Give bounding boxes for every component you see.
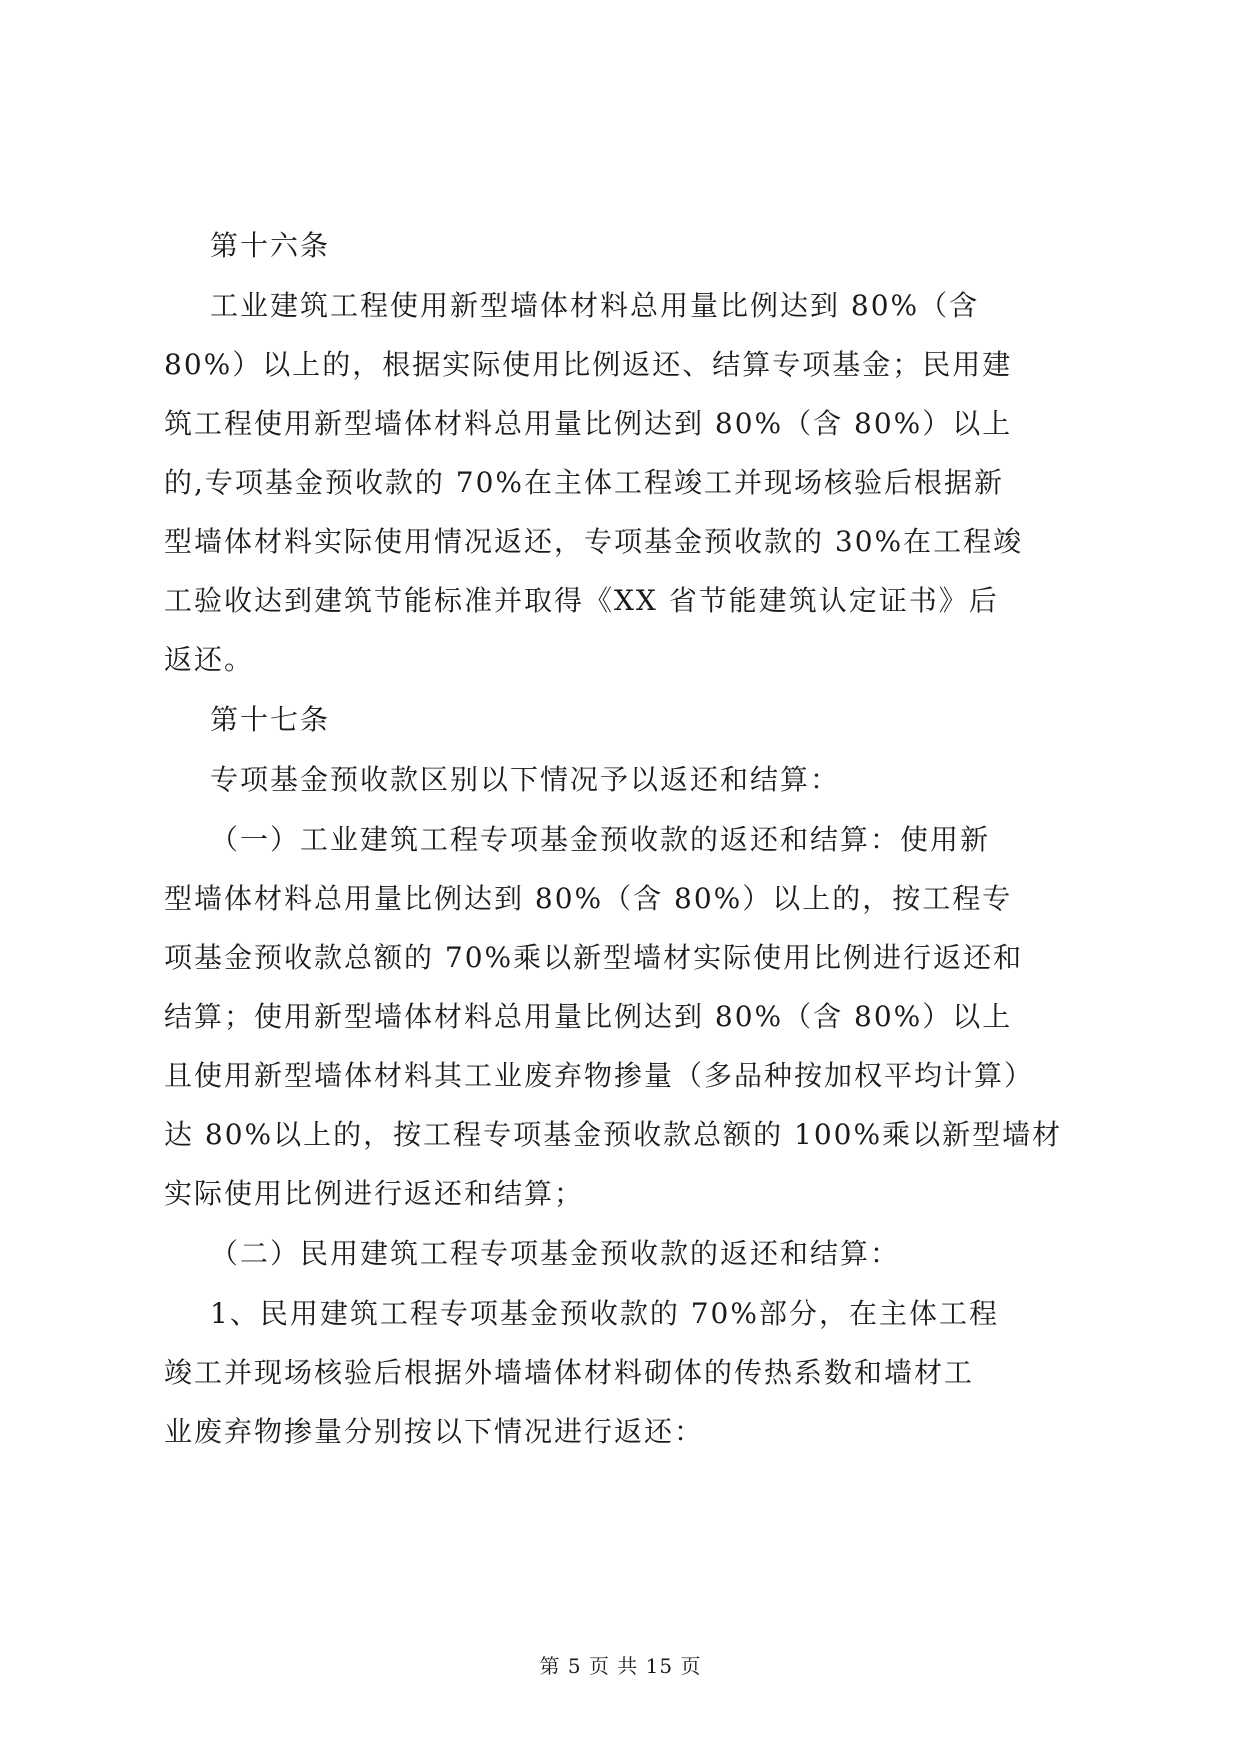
paragraph-line: 80%）以上的，根据实际使用比例返还、结算专项基金；民用建	[164, 348, 1013, 381]
paragraph-line: 业废弃物掺量分别按以下情况进行返还：	[164, 1415, 705, 1448]
article-16-heading: 第十六条	[210, 229, 331, 262]
paragraph-line: 竣工并现场核验后根据外墙墙体材料砌体的传热系数和墙材工	[164, 1356, 975, 1389]
paragraph-line: 达 80%以上的，按工程专项基金预收款总额的 100%乘以新型墙材	[164, 1118, 1063, 1151]
paragraph-line: 型墙体材料总用量比例达到 80%（含 80%）以上的，按工程专	[164, 882, 1013, 915]
page-footer: 第 5 页 共 15 页	[539, 1654, 702, 1678]
paragraph-line: 专项基金预收款区别以下情况予以返还和结算：	[210, 763, 841, 796]
paragraph-line: （一）工业建筑工程专项基金预收款的返还和结算：使用新	[210, 823, 991, 856]
paragraph-line: 筑工程使用新型墙体材料总用量比例达到 80%（含 80%）以上	[164, 407, 1013, 440]
paragraph-line: 返还。	[164, 643, 255, 676]
paragraph-line: 1、民用建筑工程专项基金预收款的 70%部分，在主体工程	[210, 1297, 999, 1330]
paragraph-line: 的,专项基金预收款的 70%在主体工程竣工并现场核验后根据新	[164, 466, 1005, 499]
paragraph-line: 项基金预收款总额的 70%乘以新型墙材实际使用比例进行返还和	[164, 941, 1024, 974]
paragraph-line: 且使用新型墙体材料其工业废弃物掺量（多品种按加权平均计算）	[164, 1059, 1035, 1092]
paragraph-line: 型墙体材料实际使用情况返还，专项基金预收款的 30%在工程竣	[164, 525, 1024, 558]
paragraph-line: 实际使用比例进行返还和结算；	[164, 1177, 585, 1210]
paragraph-line: 工业建筑工程使用新型墙体材料总用量比例达到 80%（含	[210, 289, 980, 322]
paragraph-line: 工验收达到建筑节能标准并取得《XX 省节能建筑认定证书》后	[164, 584, 999, 617]
paragraph-line: 结算；使用新型墙体材料总用量比例达到 80%（含 80%）以上	[164, 1000, 1013, 1033]
paragraph-line: （二）民用建筑工程专项基金预收款的返还和结算：	[210, 1237, 901, 1270]
article-17-heading: 第十七条	[210, 703, 331, 736]
